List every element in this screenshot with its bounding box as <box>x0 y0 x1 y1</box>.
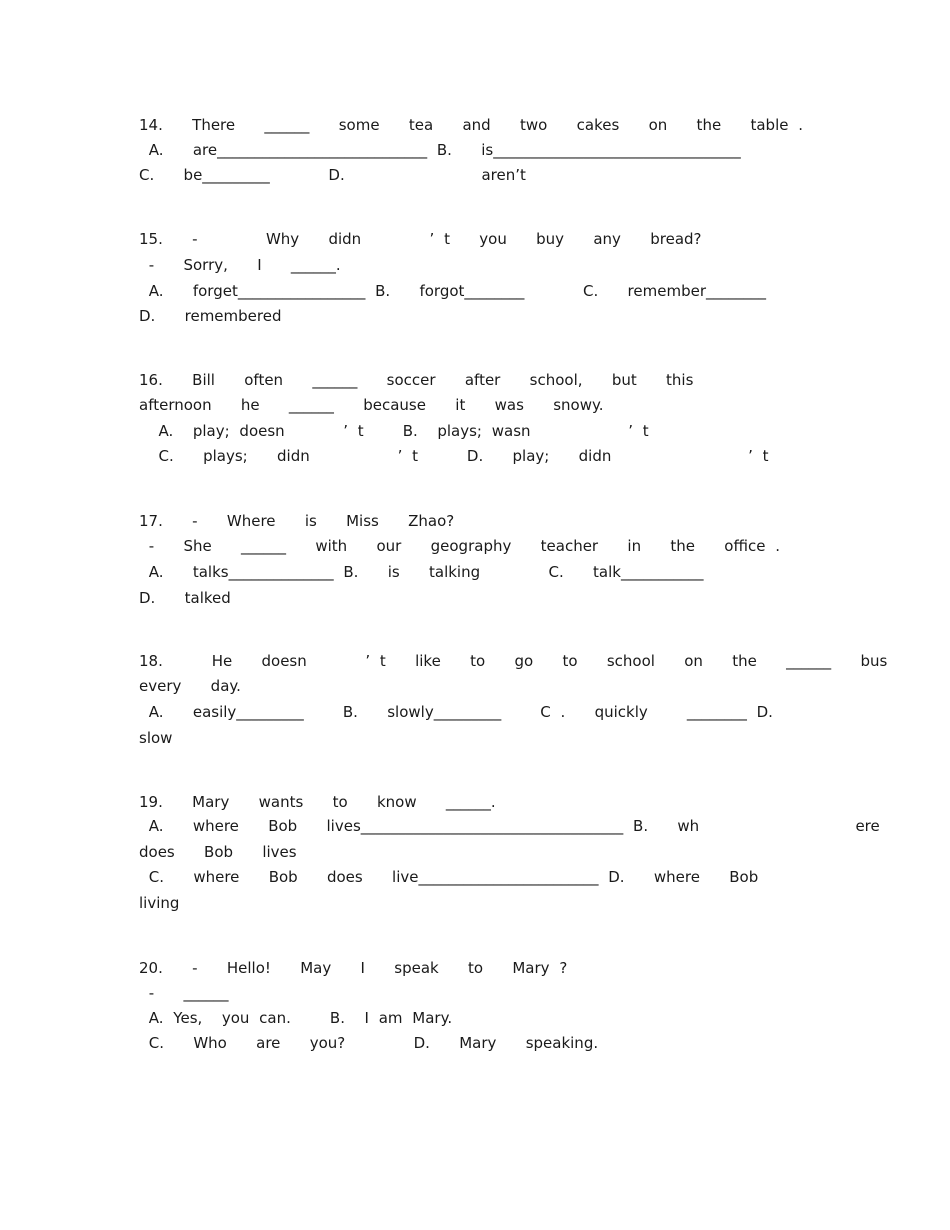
question-14-options-a-b: A. are____________________________ B. is_________________________________ <box>139 141 741 159</box>
question-20-options-a-b: A. Yes, you can. B. I am Mary. <box>139 1009 453 1027</box>
question-19-stem: 19. Mary wants to know ______. <box>139 793 496 811</box>
question-19-options-a-b: A. where Bob lives___________________________________ B. wh ere <box>139 817 880 835</box>
question-17-reply: - She ______ with our geography teacher in the office . <box>139 537 780 555</box>
question-15-reply: - Sorry, I ______. <box>139 256 341 274</box>
question-16-options-c-d: C. plays; didn ’ t D. play; didn ’ t <box>139 447 769 465</box>
question-18-stem: 18. He doesn ’ t like to go to school on the ______ bus <box>139 652 888 670</box>
question-18-options: A. easily_________ B. slowly_________ C . quickly ________ D. <box>139 703 773 721</box>
question-19-options-c-d: C. where Bob does live________________________ D. where Bob <box>139 868 759 886</box>
question-18-option-d-continued: slow <box>139 729 173 747</box>
question-19-option-b-continued: does Bob lives <box>139 843 297 861</box>
question-20-options-c-d: C. Who are you? D. Mary speaking. <box>139 1034 599 1052</box>
question-20-reply: - ______ <box>139 984 229 1002</box>
question-14-options-c-d: C. be_________ D. aren’t <box>139 166 526 184</box>
question-15-options-a-c: A. forget_________________ B. forgot________ C. remember________ <box>139 282 766 300</box>
question-15-stem: 15. - Why didn ’ t you buy any bread? <box>139 230 702 248</box>
question-16-options-a-b: A. play; doesn ’ t B. plays; wasn ’ t <box>139 422 649 440</box>
question-16-stem: 16. Bill often ______ soccer after school, but this <box>139 371 694 389</box>
question-19-option-d-continued: living <box>139 894 180 912</box>
question-14-stem: 14. There ______ some tea and two cakes on the table . <box>139 116 804 134</box>
question-20-stem: 20. - Hello! May I speak to Mary ? <box>139 959 568 977</box>
question-16-stem-continued: afternoon he ______ because it was snowy. <box>139 396 604 414</box>
question-17-option-d: D. talked <box>139 589 231 607</box>
question-18-stem-continued: every day. <box>139 677 241 695</box>
question-17-options-a-c: A. talks______________ B. is talking C. talk___________ <box>139 563 704 581</box>
question-15-option-d: D. remembered <box>139 307 282 325</box>
question-17-stem: 17. - Where is Miss Zhao? <box>139 512 455 530</box>
